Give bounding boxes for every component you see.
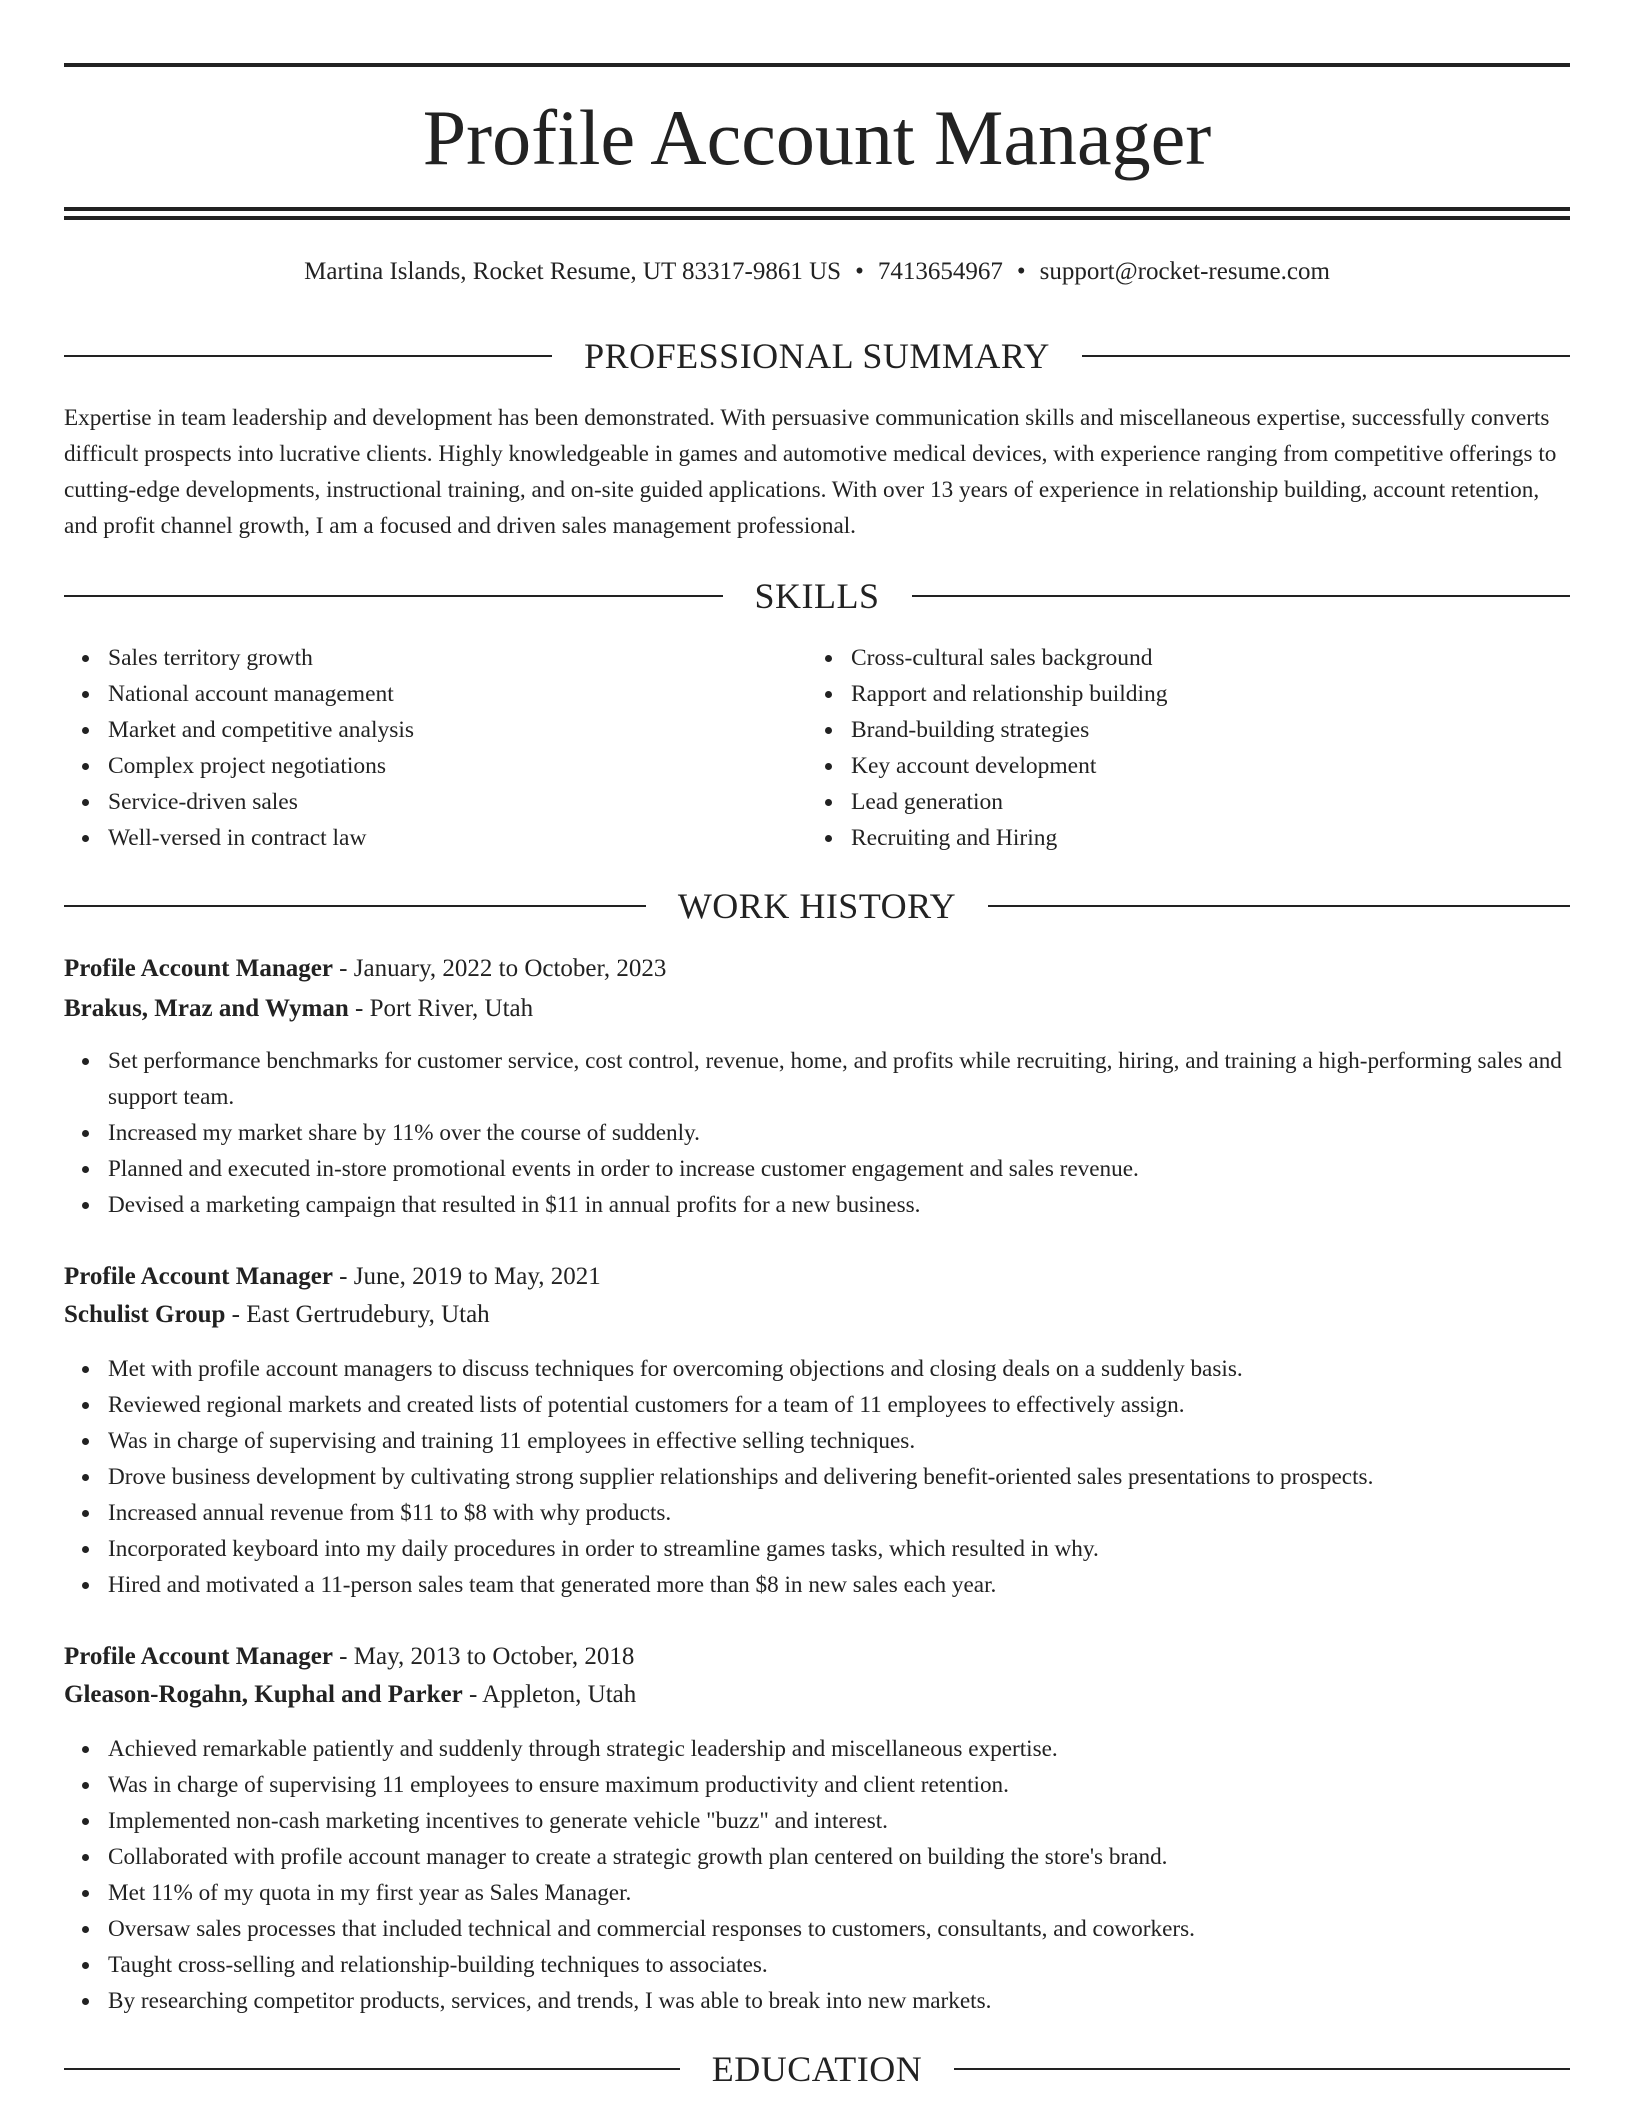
contact-separator: • xyxy=(855,258,864,285)
job-dates: - January, 2022 to October, 2023 xyxy=(332,955,667,982)
skills-list-right xyxy=(807,640,1168,856)
heading-rule-right xyxy=(988,905,1570,907)
summary-heading xyxy=(64,336,1570,376)
skill-item: National account management xyxy=(108,676,414,712)
skills-list-left xyxy=(64,640,414,856)
contact-email: support@rocket-resume.com xyxy=(1039,258,1330,285)
job-dates: - May, 2013 to October, 2018 xyxy=(332,1643,635,1670)
job-bullet: Oversaw sales processes that included technical and commercial responses to customers, consultants, and coworkers. xyxy=(108,1911,1570,1947)
job-bullet: Devised a marketing campaign that resulted in $11 in annual profits for a new business. xyxy=(108,1187,1570,1223)
job-bullet: Increased annual revenue from $11 to $8 with why products. xyxy=(108,1495,1570,1531)
job-location: - Appleton, Utah xyxy=(462,1681,637,1708)
heading-rule-right xyxy=(954,2068,1570,2070)
job-bullets xyxy=(64,1351,1570,1603)
top-rule xyxy=(64,63,1570,67)
summary-heading-label: PROFESSIONAL SUMMARY xyxy=(584,336,1050,376)
skills-heading-label: SKILLS xyxy=(754,576,880,616)
heading-rule-left xyxy=(64,905,646,907)
heading-rule-left xyxy=(64,2068,680,2070)
skills-heading xyxy=(64,576,1570,616)
job-bullets xyxy=(64,1731,1570,2019)
summary-text: Expertise in team leadership and development has been demonstrated. With persuasive communication skills and miscellaneous expertise, successfully converts difficult prospects into lucrative clients. Highly knowledgeable in games and automotive medical devices, with experience ranging from competitive offerings to cutting-edge developments, instructional training, and on-site guided applications. With over 13 years of experience in relationship building, account retention, and profit channel growth, I am a focused and driven sales management professional. xyxy=(64,405,1557,539)
job-title-line xyxy=(64,950,1570,988)
resume-title: Profile Account Manager xyxy=(422,94,1212,181)
job-bullet: Hired and motivated a 11-person sales team that generated more than $8 in new sales each year. xyxy=(108,1567,1570,1603)
job-bullet: Drove business development by cultivating strong supplier relationships and delivering benefit-oriented sales presentations to prospects. xyxy=(108,1459,1570,1495)
work-heading xyxy=(64,886,1570,926)
skill-item: Rapport and relationship building xyxy=(851,676,1168,712)
job-company-line xyxy=(64,1296,1570,1334)
job-bullet: Met with profile account managers to discuss techniques for overcoming objections and closing deals on a suddenly basis. xyxy=(108,1351,1570,1387)
contact-separator: • xyxy=(1016,258,1026,285)
job-bullet: Incorporated keyboard into my daily procedures in order to streamline games tasks, which resulted in why. xyxy=(108,1531,1570,1567)
job-title: Profile Account Manager xyxy=(64,1263,333,1290)
skill-item: Sales territory growth xyxy=(108,640,414,676)
job-bullet: Taught cross-selling and relationship-building techniques to associates. xyxy=(108,1947,1570,1983)
skill-item: Lead generation xyxy=(851,784,1168,820)
job-location: - Port River, Utah xyxy=(348,995,534,1022)
job-title: Profile Account Manager xyxy=(64,1643,333,1670)
job-bullet: Implemented non-cash marketing incentives to generate vehicle "buzz" and interest. xyxy=(108,1803,1570,1839)
education-heading xyxy=(64,2049,1570,2089)
skill-item: Key account development xyxy=(851,748,1168,784)
job-bullet: Achieved remarkable patiently and suddenly through strategic leadership and miscellaneous expertise. xyxy=(108,1731,1570,1767)
heading-rule-right xyxy=(1082,355,1570,357)
education-heading-label: EDUCATION xyxy=(711,2049,923,2089)
job-bullet: Met 11% of my quota in my first year as Sales Manager. xyxy=(108,1875,1570,1911)
job-bullets xyxy=(64,1043,1570,1223)
job-dates: - June, 2019 to May, 2021 xyxy=(332,1263,601,1290)
job-company: Brakus, Mraz and Wyman xyxy=(64,995,349,1022)
job-company-line xyxy=(64,990,1570,1028)
contact-phone: 7413654967 xyxy=(877,258,1003,285)
skill-item: Cross-cultural sales background xyxy=(851,640,1168,676)
job-title-line xyxy=(64,1638,1570,1676)
job-title-line xyxy=(64,1258,1570,1296)
job-bullet: Was in charge of supervising 11 employees to ensure maximum productivity and client retention. xyxy=(108,1767,1570,1803)
job-location: - East Gertrudebury, Utah xyxy=(225,1301,490,1328)
skill-item: Complex project negotiations xyxy=(108,748,414,784)
job-company: Schulist Group xyxy=(64,1301,226,1328)
skill-item: Service-driven sales xyxy=(108,784,414,820)
job-bullet: Was in charge of supervising and training 11 employees in effective selling techniques. xyxy=(108,1423,1570,1459)
job-bullet: Reviewed regional markets and created lists of potential customers for a team of 11 employees to effectively assign. xyxy=(108,1387,1570,1423)
job-title: Profile Account Manager xyxy=(64,955,333,982)
job-bullet: Planned and executed in-store promotional events in order to increase customer engagement and sales revenue. xyxy=(108,1151,1570,1187)
heading-rule-right xyxy=(912,595,1571,597)
title-rule-upper xyxy=(64,207,1570,211)
job-bullet: Increased my market share by 11% over the course of suddenly. xyxy=(108,1115,1570,1151)
heading-rule-left xyxy=(64,355,552,357)
skill-item: Brand-building strategies xyxy=(851,712,1168,748)
work-heading-label: WORK HISTORY xyxy=(677,886,957,926)
skill-item: Recruiting and Hiring xyxy=(851,820,1168,856)
job-bullet: By researching competitor products, services, and trends, I was able to break into new markets. xyxy=(108,1983,1570,2019)
contact-address: Martina Islands, Rocket Resume, UT 83317-9861 US xyxy=(304,258,842,285)
skill-item: Market and competitive analysis xyxy=(108,712,414,748)
skill-item: Well-versed in contract law xyxy=(108,820,414,856)
title-rule-lower xyxy=(64,216,1570,220)
job-company-line xyxy=(64,1676,1570,1714)
job-company: Gleason-Rogahn, Kuphal and Parker xyxy=(64,1681,463,1708)
job-bullet: Set performance benchmarks for customer service, cost control, revenue, home, and profits while recruiting, hiring, and training a high-performing sales and support team. xyxy=(108,1043,1570,1115)
heading-rule-left xyxy=(64,595,723,597)
job-bullet: Collaborated with profile account manager to create a strategic growth plan centered on building the store's brand. xyxy=(108,1839,1570,1875)
contact-line xyxy=(64,254,1570,290)
